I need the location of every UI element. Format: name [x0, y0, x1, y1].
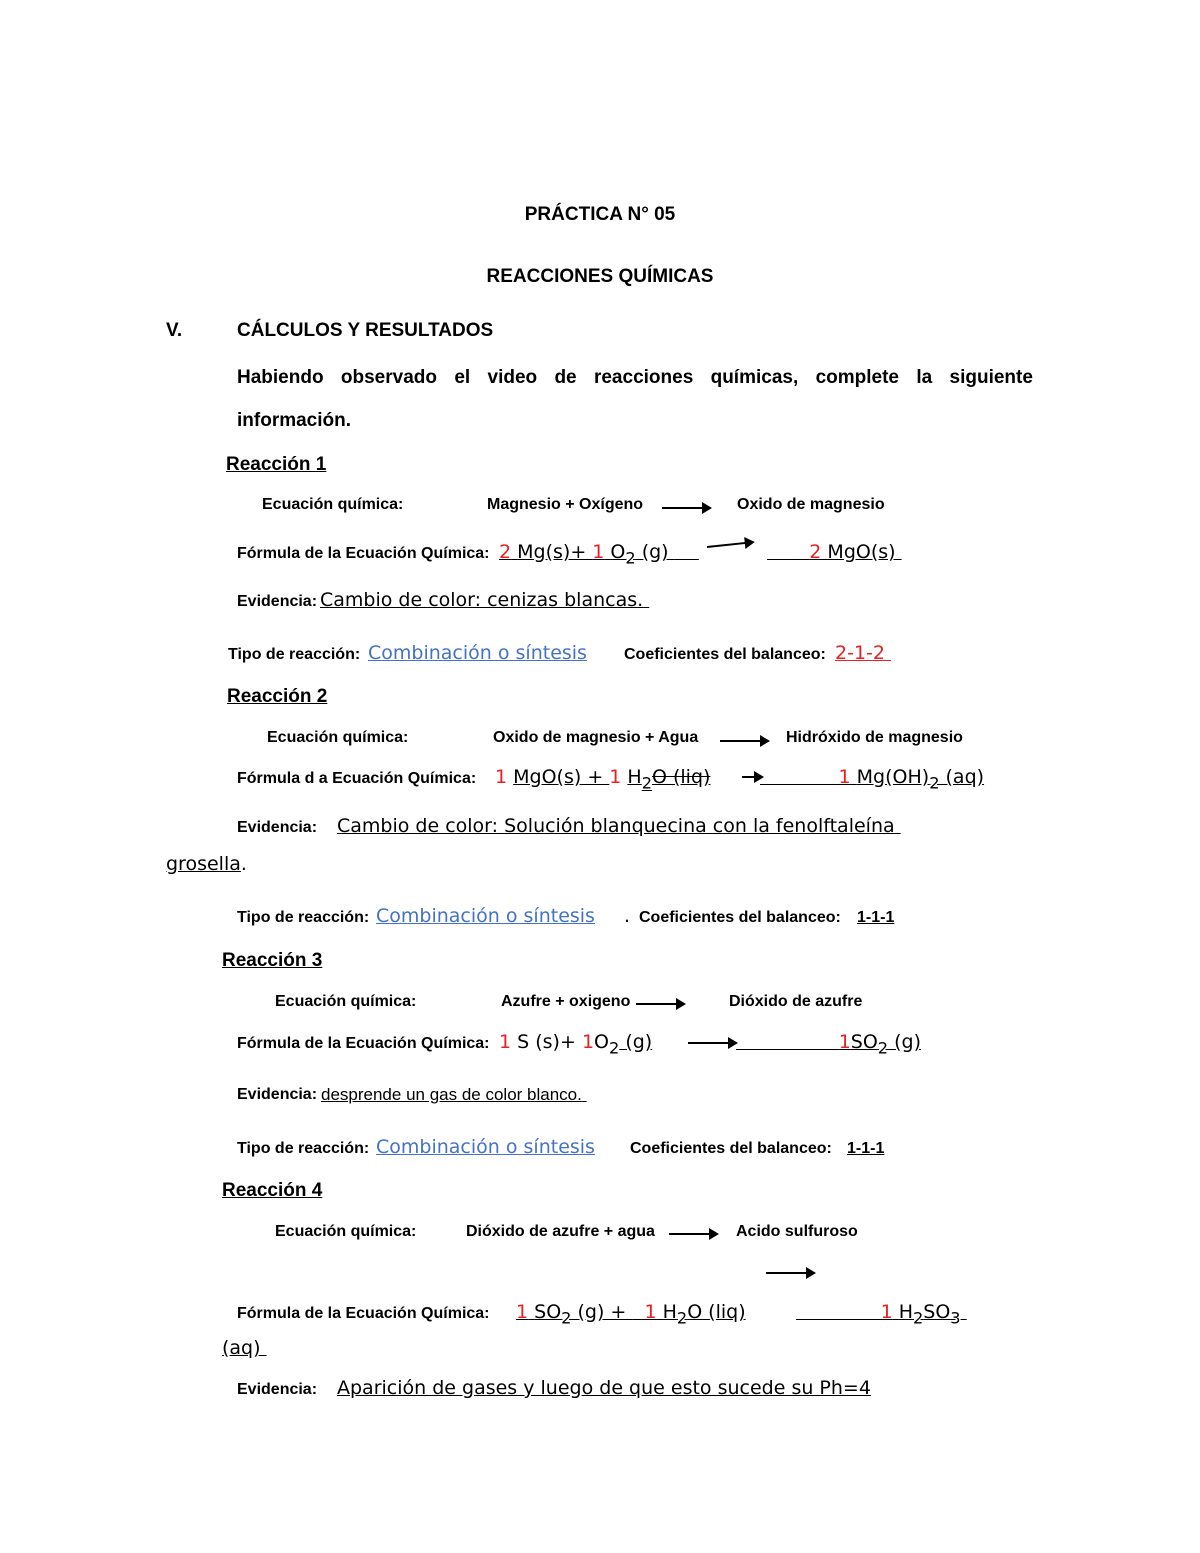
- r2-coefs: 1-1-1: [857, 909, 895, 926]
- coefficient: 1: [516, 1301, 529, 1323]
- formula-part: (g): [619, 1031, 653, 1053]
- r4-evidence: Aparición de gases y luego de que esto sucede su Ph=4: [337, 1377, 871, 1399]
- r2-type[interactable]: Combinación o síntesis: [376, 905, 595, 927]
- r3-equation-arrow: [636, 1003, 684, 1005]
- coefficient: 1: [880, 1301, 893, 1323]
- r3-reactants: Azufre + oxigeno: [501, 993, 631, 1010]
- r2-product: Hidróxido de magnesio: [786, 729, 963, 746]
- formula-part: S (s)+: [517, 1031, 582, 1053]
- coefficient: 1: [581, 1031, 595, 1053]
- evidence-text: Cambio de color: Solución blanquecina con la fenolftaleína: [337, 815, 895, 837]
- formula-part: H: [627, 766, 642, 788]
- r2-evidence-label: Evidencia:: [237, 819, 318, 836]
- r1-type[interactable]: Combinación o síntesis: [368, 642, 587, 664]
- coefficient: 1: [609, 766, 622, 788]
- formula-part: O (liq): [652, 766, 711, 788]
- subscript: 2: [609, 1038, 620, 1058]
- r2-formula-left: [495, 766, 711, 793]
- r3-type-label: Tipo de reacción:: [237, 1140, 370, 1157]
- coefficient: 1: [499, 1031, 512, 1053]
- r4-formula-label: Fórmula de la Ecuación Química:: [237, 1305, 490, 1322]
- r1-evidence: [320, 589, 649, 611]
- r4-evidence-label: Evidencia:: [237, 1381, 318, 1398]
- formula-part: O: [610, 541, 626, 563]
- r3-evidence-label: Evidencia:: [237, 1086, 318, 1103]
- r4-formula-left: [516, 1301, 746, 1328]
- intro-word: video: [487, 367, 538, 388]
- formula-part: SO: [923, 1301, 951, 1323]
- r2-evidence-line-1: [337, 815, 901, 837]
- r4-equation-label: Ecuación química:: [275, 1223, 417, 1240]
- intro-word: de: [554, 367, 577, 388]
- r4-product: Acido sulfuroso: [736, 1223, 858, 1240]
- formula-part: (g) +: [571, 1301, 633, 1323]
- coefficient: 1: [495, 766, 508, 788]
- r1-formula-left: [499, 541, 699, 568]
- r1-formula-right: [767, 541, 902, 563]
- r1-type-label: Tipo de reacción:: [228, 646, 361, 663]
- r3-equation-label: Ecuación química:: [275, 993, 417, 1010]
- evidence-text: desprende un gas de color blanco.: [321, 1085, 582, 1104]
- r3-coefs: 1-1-1: [847, 1140, 885, 1157]
- intro-line-2: información.: [237, 410, 352, 431]
- r2-coefs-label: Coeficientes del balanceo:: [639, 909, 841, 926]
- subscript: 2: [625, 548, 636, 568]
- reaction-2-heading: Reacción 2: [227, 686, 328, 707]
- formula-part: (aq): [939, 766, 985, 788]
- intro-word: observado: [340, 367, 437, 388]
- coefficient: 1: [838, 766, 851, 788]
- page-subtitle: REACCIONES QUÍMICAS: [486, 266, 714, 287]
- coefficient: 1: [644, 1301, 657, 1323]
- formula-part: (aq): [222, 1337, 261, 1359]
- r3-formula-arrow: [688, 1042, 736, 1044]
- r1-formula-label: Fórmula de la Ecuación Química:: [237, 545, 490, 562]
- r1-coefs: [835, 642, 891, 664]
- formula-part: SO: [534, 1301, 562, 1323]
- r3-evidence: [321, 1085, 587, 1105]
- page-title: PRÁCTICA N° 05: [524, 204, 676, 225]
- intro-line-1: [237, 367, 1033, 389]
- r2-equation-arrow: [720, 740, 768, 742]
- formula-part: (g): [888, 1031, 922, 1053]
- r2-formula-label: Fórmula d a Ecuación Química:: [237, 770, 477, 787]
- subscript: 2: [676, 1308, 688, 1328]
- formula-part: MgO(s) +: [513, 766, 610, 788]
- intro-word: reacciones: [593, 367, 694, 388]
- intro-word: químicas,: [710, 367, 799, 388]
- r1-reactants: Magnesio + Oxígeno: [487, 496, 644, 513]
- r3-formula-label: Fórmula de la Ecuación Química:: [237, 1035, 490, 1052]
- intro-word: Habiendo: [237, 367, 324, 388]
- r2-evidence-line-2: [166, 853, 247, 875]
- r2-type-period: .: [624, 905, 631, 927]
- section-title: CÁLCULOS Y RESULTADOS: [237, 320, 494, 341]
- formula-part: Mg(s)+: [517, 541, 593, 563]
- r1-equation-arrow: [662, 507, 710, 509]
- intro-word: la: [916, 367, 933, 388]
- subscript: 2: [641, 773, 652, 793]
- intro-word: complete: [815, 367, 899, 388]
- intro-word: siguiente: [949, 367, 1033, 388]
- subscript: 2: [929, 773, 940, 793]
- r1-coefs-label: Coeficientes del balanceo:: [624, 646, 826, 663]
- r2-formula-right: [760, 766, 985, 793]
- r4-equation-arrow: [669, 1233, 717, 1235]
- r3-formula-right: [736, 1031, 922, 1058]
- r3-formula-left: [499, 1031, 653, 1058]
- evidence-text: Cambio de color: cenizas blancas.: [320, 589, 644, 611]
- r4-formula-right: [796, 1301, 967, 1328]
- subscript: 2: [877, 1038, 889, 1058]
- r1-formula-arrow: [707, 541, 753, 548]
- r2-reactants: Oxido de magnesio + Agua: [493, 729, 699, 746]
- formula-part: (g): [635, 541, 675, 563]
- r3-type[interactable]: Combinación o síntesis: [376, 1136, 595, 1158]
- r3-coefs-label: Coeficientes del balanceo:: [630, 1140, 832, 1157]
- r2-type-label: Tipo de reacción:: [237, 909, 370, 926]
- r4-floating-arrow: [766, 1272, 814, 1274]
- reaction-4-heading: Reacción 4: [222, 1180, 323, 1201]
- formula-part: MgO(s): [827, 541, 896, 563]
- reaction-3-heading: Reacción 3: [222, 950, 323, 971]
- coefficient: 2: [809, 541, 822, 563]
- r1-product: Oxido de magnesio: [737, 496, 885, 513]
- r2-equation-label: Ecuación química:: [267, 729, 409, 746]
- r1-evidence-label: Evidencia:: [237, 593, 318, 610]
- subscript: 3: [950, 1308, 961, 1328]
- section-number: V.: [166, 320, 183, 341]
- reaction-1-heading: Reacción 1: [226, 454, 327, 475]
- r3-product: Dióxido de azufre: [729, 993, 863, 1010]
- formula-part: H: [662, 1301, 677, 1323]
- r4-formula-state: [222, 1337, 267, 1359]
- formula-part: O (liq): [687, 1301, 746, 1323]
- formula-part: SO: [850, 1031, 878, 1053]
- r4-reactants: Dióxido de azufre + agua: [466, 1223, 655, 1240]
- intro-word: el: [454, 367, 471, 388]
- formula-part: H: [898, 1301, 913, 1323]
- coefficient: 1: [592, 541, 605, 563]
- period: .: [240, 853, 247, 875]
- r2-formula-arrow: [742, 776, 762, 778]
- coefficient: 2: [499, 541, 512, 563]
- formula-part: Mg(OH): [856, 766, 930, 788]
- formula-part: O: [594, 1031, 609, 1053]
- r1-equation-label: Ecuación química:: [262, 496, 404, 513]
- coefs-text: 2-1-2: [835, 642, 885, 664]
- evidence-text: grosella: [166, 853, 241, 875]
- subscript: 2: [561, 1308, 572, 1328]
- coefficient: 1: [838, 1031, 851, 1053]
- subscript: 2: [913, 1308, 924, 1328]
